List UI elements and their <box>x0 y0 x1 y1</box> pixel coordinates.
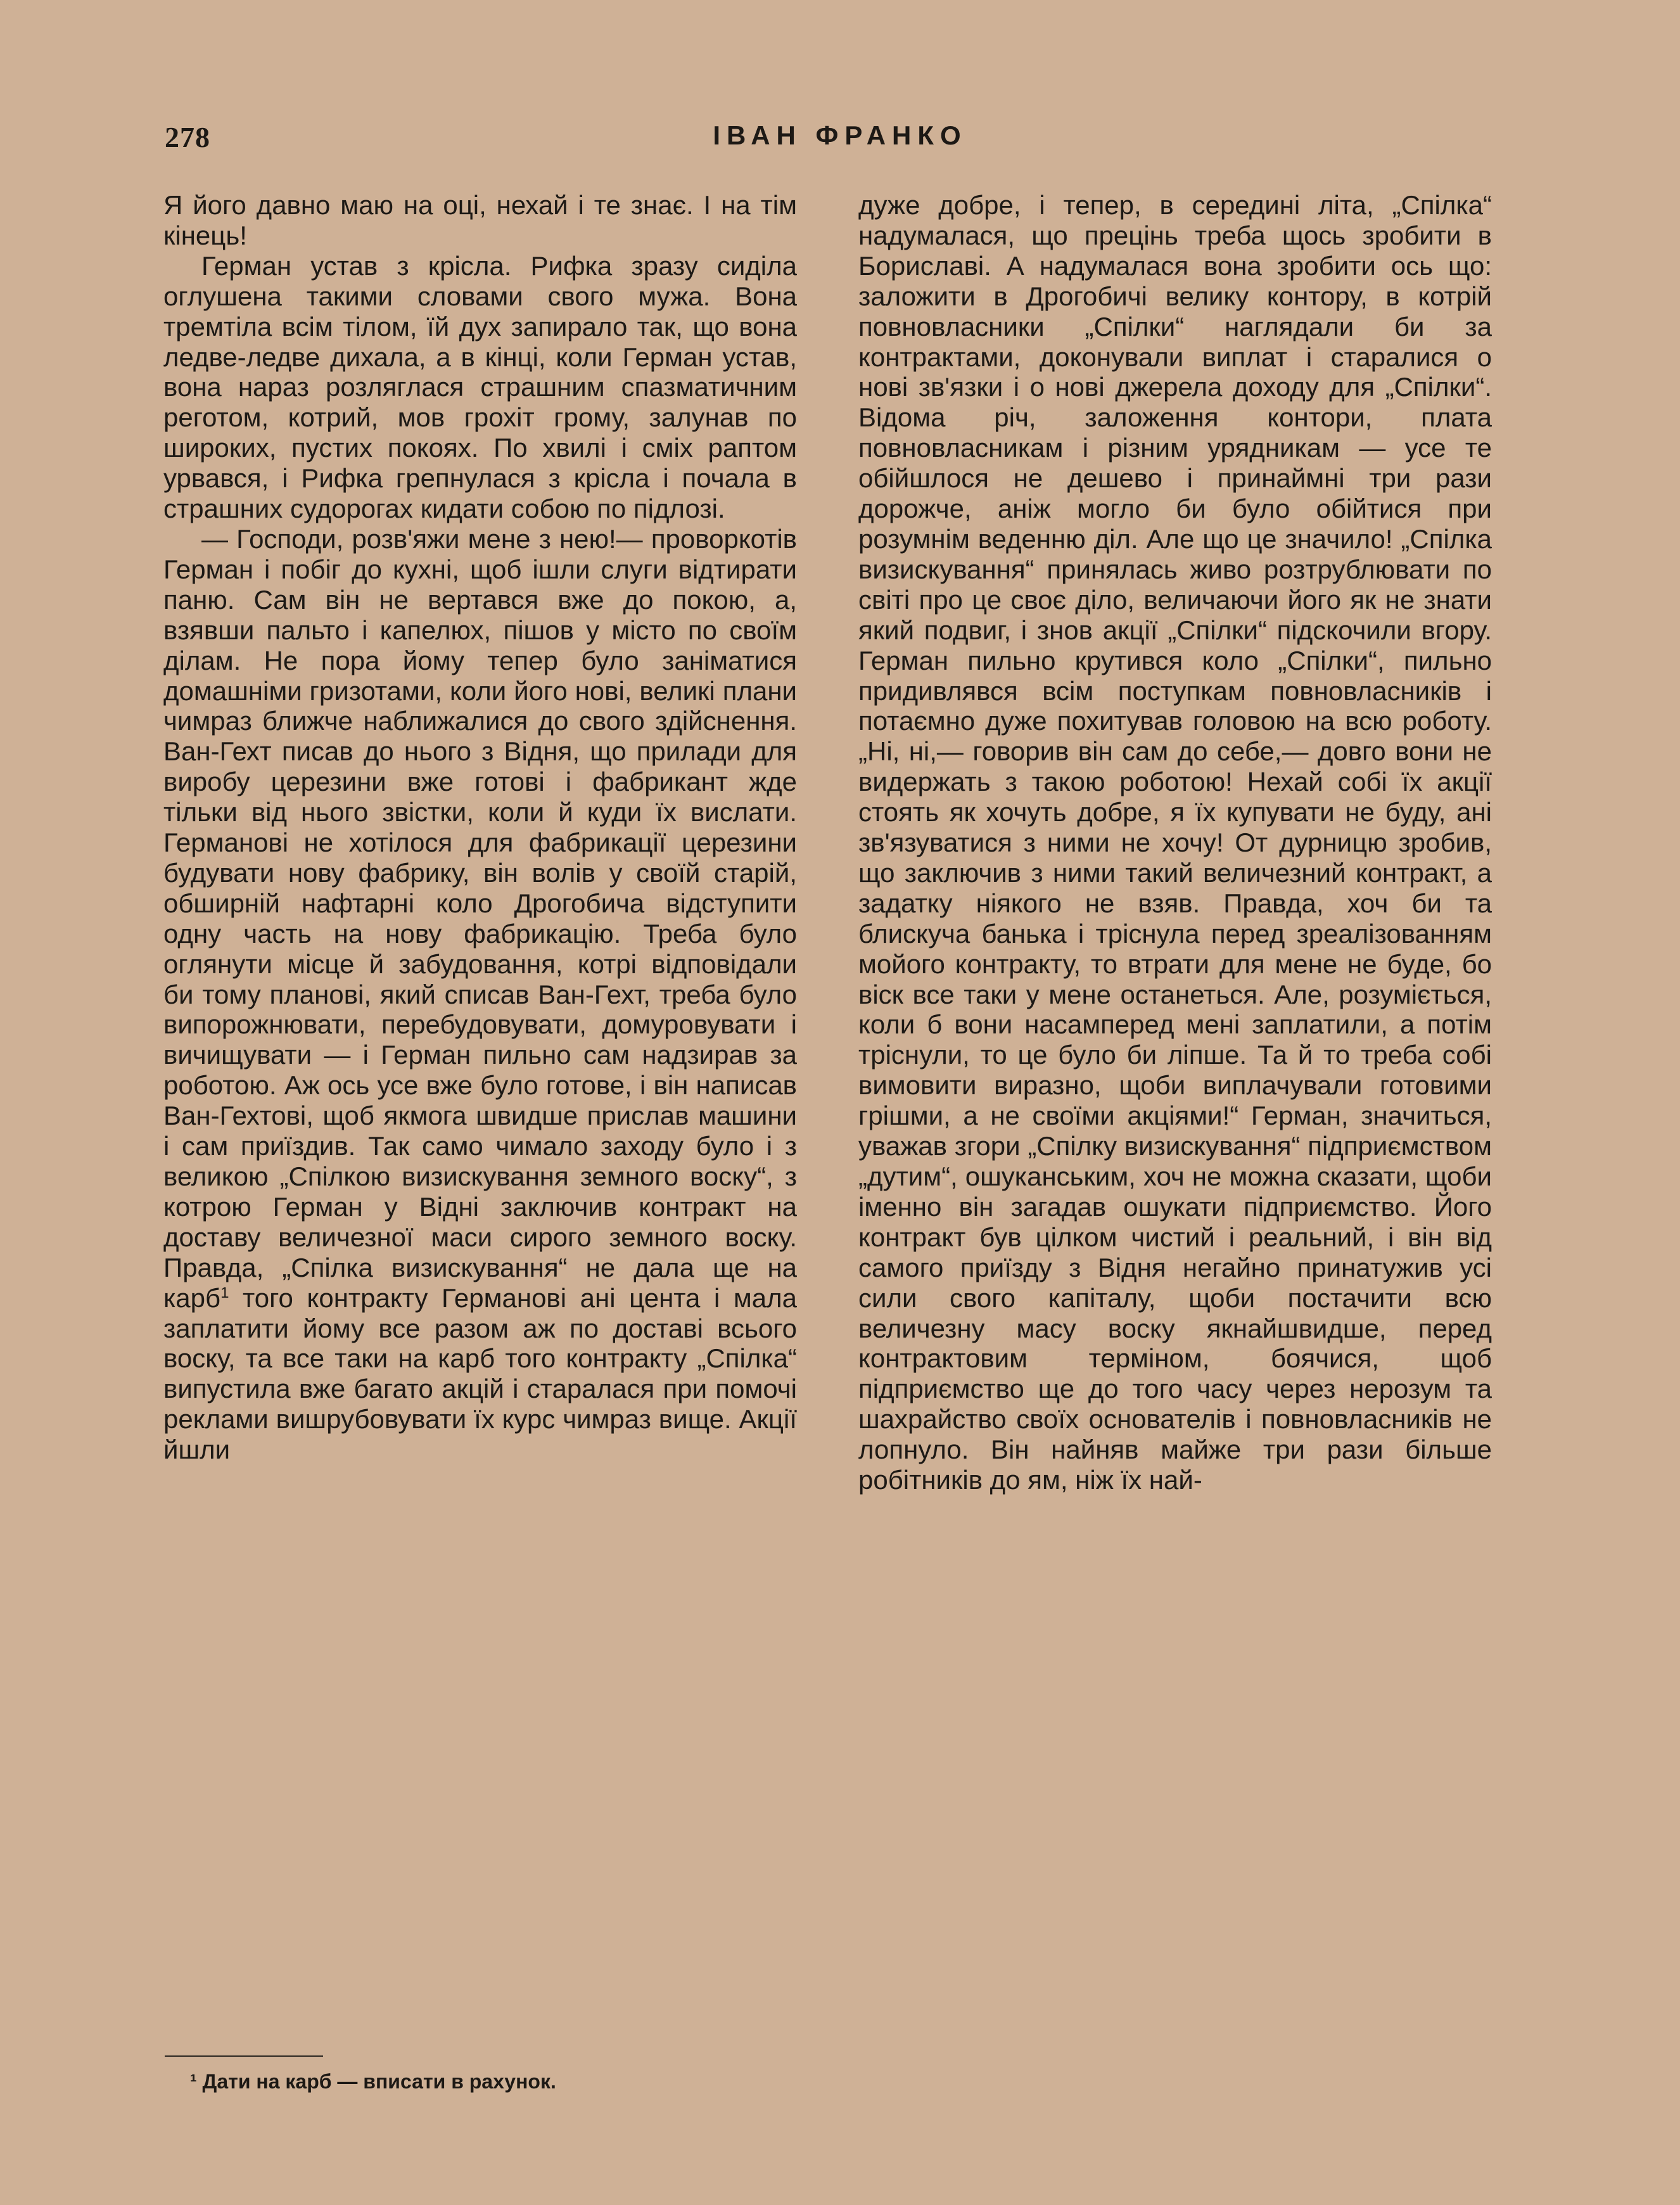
footnote-divider <box>165 2055 323 2057</box>
right-column-paragraph: дуже добре, і тепер, в середині літа, „Спілка“ надумалася, що прецінь треба щось зробити в Бориславі. А надумалася вона зробити ось що: заложити в Дрогобичі велику контору, в котрій повновласники „Спілки“ наглядали би за контрактами, доконували виплат і старалися о нові зв'язки і о нові джерела доходу для „Спілки“. Відома річ, заложення контори, плата повновласникам і різним урядникам — усе те обійшлося не дешево і принаймні три рази дорожче, аніж могло би було обійтися при розумнім веденню діл. Але що це значило! „Спілка визискування“ принялась живо розтрублювати по світі про це своє діло, величаючи його як не знати який подвиг, і знов акції „Спілки“ підскочили вгору. Герман пильно крутився коло „Спілки“, пильно придивлявся всім поступкам повновласників і потаємно дуже похитував головою на всю роботу. „Ні, ні,— говорив він сам до себе,— довго вони не видержать з такою роботою! Нехай собі їх акції стоять як хочуть добре, я їх купувати не буду, ані зв'язуватися з ними не хочу! От дурницю зробив, що заключив з ними такий величезний контракт, а задатку ніякого не взяв. Правда, хоч би та блискуча банька і тріснула перед зреалізованням мойого контракту, то втрати для мене не буде, бо віск все таки у мене останеться. Але, розуміється, коли б вони насамперед мені заплатили, а потім тріснули, то це було би ліпше. Та й то треба собі вимовити виразно, щоби виплачували готовими грішми, а не своїми акціями!“ Герман, значиться, уважав згори „Спілку визискування“ підприємством „дутим“, ошуканським, хоч не можна сказати, щоби іменно він загадав ошукати підприємство. Його контракт був цілком чистий і реальний, і він від самого приїзду з Відня негайно принатужив усі сили свого капіталу, щоби постачити всю величезну масу воску якнайшвидше, перед контрактовим терміном, боячися, щоб підприємство ще до того часу через нерозум та шахрайство своїх основателів і повновласників не лопнуло. Він найняв майже три рази більше робітників до ям, ніж їх най- <box>858 190 1492 1495</box>
right-text-column <box>858 190 1492 2059</box>
left-text-column <box>163 190 797 2059</box>
paragraph-2: Герман устав з крісла. Рифка зразу сиділа оглушена такими словами свого мужа. Вона тремтіла всім тілом, їй дух запирало так, що вона ледве-ледве дихала, а в кінці, коли Герман устав, вона нараз розляглася страшним спазматичним реготом, котрий, мов грохіт грому, залунав по широких, пустих покоях. По хвилі і сміх раптом урвався, і Рифка грепнулася з крісла і почала в страшних судорогах кидати собою по підлозі. <box>163 250 797 524</box>
page-number: 278 <box>165 121 210 153</box>
paragraph-1: Я його давно маю на оці, нехай і те знає. І на тім кінець! <box>163 190 797 250</box>
footnote-reference-mark: 1 <box>220 1284 229 1301</box>
paragraph-3-text-part-2: того контракту Германові ані цента і мала заплатити йому все разом аж по доставі всього воску, та все таки на карб того контракту „Спілка“ випустила вже багато акцій і старалася при помочі реклами вишрубовувати їх курс чимраз вище. Акції йшли <box>163 1282 797 1465</box>
page-header <box>158 120 1522 165</box>
running-head-author: ІВАН ФРАНКО <box>713 120 967 150</box>
paragraph-3 <box>163 524 797 1465</box>
footnote: ¹ Дати на карб — вписати в рахунок. <box>190 2070 556 2093</box>
paragraph-3-text-part-1: — Господи, розв'яжи мене з нею!— проворкотів Герман і побіг до кухні, щоб ішли слуги відтирати паню. Сам він не вертався вже до покою, а, взявши пальто і капелюх, пішов у місто по своїм ділам. Не пора йому тепер було заніматися домашніми гризотами, коли його нові, великі плани чимраз ближче наближалися до свого здійснення. Ван-Гехт писав до нього з Відня, що прилади для виробу церезини вже готові і фабрикант жде тільки від нього звістки, коли й куди їх вислати. Германові не хотілося для фабрикації церезини будувати нову фабрику, він волів у своїй старій, обширній нафтарні коло Дрогобича відступити одну часть на нову фабрикацію. Треба було оглянути місце й забудовання, котрі відповідали би тому планові, який списав Ван-Гехт, треба було випорожнювати, перебудовувати, домуровувати і вичищувати — і Герман пильно сам надзирав за роботою. Аж ось усе вже було готове, і він написав Ван-Гехтові, щоб якмога швидше прислав машини і сам приїздив. Так само чимало заходу було і з великою „Спілкою визискування земного воску“, з котрою Герман у Відні заключив контракт на доставу величезної маси сирого земного воску. Правда, „Спілка визискування“ не дала ще на карб <box>163 523 797 1313</box>
